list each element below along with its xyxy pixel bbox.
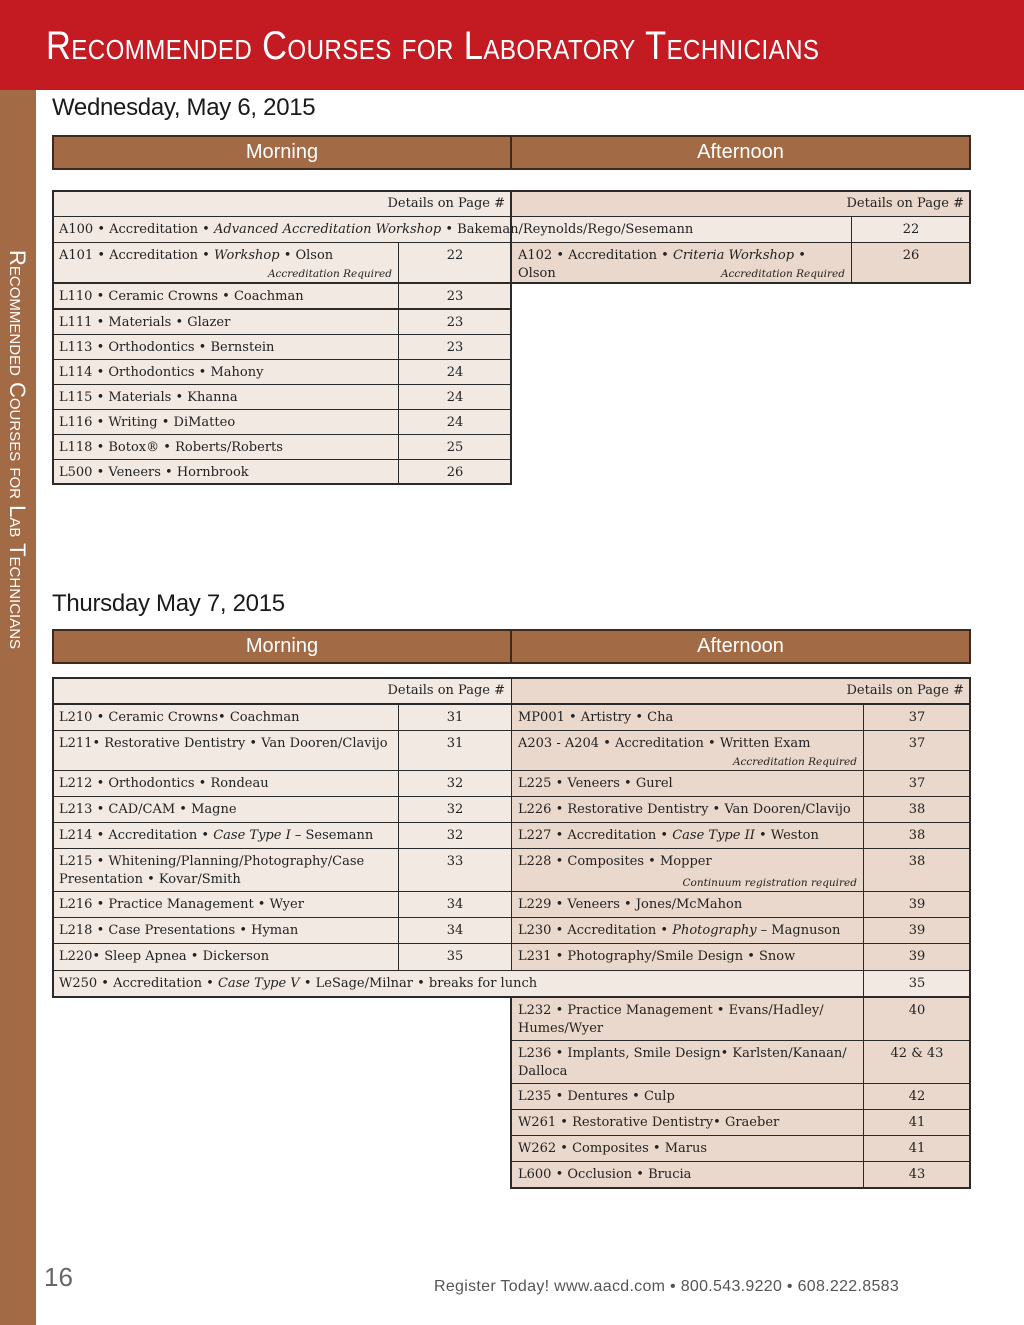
thu-afternoon-row: W261 • Restorative Dentistry• Graeber [511,1109,864,1136]
footer-contact: Register Today! www.aacd.com • 800.543.9220 • 608.222.8583 [434,1278,900,1295]
thu-afternoon-page: 38 [863,848,971,892]
thu-morning-row: L214 • Accreditation • Case Type I – Sesemann [52,822,399,849]
thu-afternoon-page: 38 [863,822,971,849]
thu-afternoon-page: 41 [863,1109,971,1136]
thu-afternoon-page: 41 [863,1135,971,1162]
wed-full-row: A100 • Accreditation • Advanced Accreditation Workshop • Bakeman/Reynolds/Rego/Sesemann [52,216,852,243]
wed-morning-row: L116 • Writing • DiMatteo [52,409,399,435]
sidebar [0,90,36,1325]
thu-full-row-page: 35 [863,970,971,998]
wed-morning-row: L115 • Materials • Khanna [52,384,399,410]
thu-afternoon-page: 40 [863,997,971,1041]
course-code: A100 [59,222,94,237]
thursday-title: Thursday May 7, 2015 [52,590,285,617]
wed-morning-page: 22 [398,242,512,283]
sidebar-title: Recommended Courses for Lab Technicians [5,250,30,650]
wed-morning-row: L111 • Materials • Glazer [52,309,399,335]
wed-morning-page: 24 [398,359,512,385]
thu-afternoon-row: MP001 • Artistry • Cha [511,704,864,731]
thu-afternoon-page: 37 [863,770,971,797]
thu-morning-row: L212 • Orthodontics • Rondeau [52,770,399,797]
thu-afternoon-page: 37 [863,704,971,731]
wed-morning-row: L110 • Ceramic Crowns • Coachman [52,283,399,309]
course-topic: Accreditation [109,222,199,237]
wed-afternoon-page: 26 [851,242,971,283]
wed-morning-page: 25 [398,434,512,460]
thu-morning-row: L216 • Practice Management • Wyer [52,891,399,918]
header-banner [0,0,1024,90]
wed-afternoon-row: A102 • Accreditation • Criteria Workshop • Olson Accreditation Required [511,242,852,283]
wed-morning-details-header: Details on Page # [52,190,512,217]
thu-afternoon-row: L225 • Veneers • Gurel [511,770,864,797]
page-title: Recommended Courses for Laboratory Technicians [46,24,820,68]
wed-full-row-page: 22 [851,216,971,243]
thu-afternoon-details-header: Details on Page # [511,677,971,704]
thu-afternoon-row: L228 • Composites • Mopper Continuum registration required [511,848,864,892]
thu-morning-page: 32 [398,770,512,797]
thu-afternoon-header: Afternoon [510,629,971,664]
thu-afternoon-page: 43 [863,1161,971,1189]
thu-morning-page: 35 [398,943,512,971]
course-title: Advanced Accreditation Workshop [213,222,442,237]
thu-afternoon-page: 38 [863,796,971,823]
wed-morning-page: 24 [398,384,512,410]
page-number: 16 [44,1262,73,1292]
thu-afternoon-row: L231 • Photography/Smile Design • Snow [511,943,864,971]
thu-morning-page: 32 [398,822,512,849]
thu-morning-row: L218 • Case Presentations • Hyman [52,917,399,944]
thu-morning-page: 31 [398,704,512,731]
thu-morning-details-header: Details on Page # [52,677,512,704]
thu-morning-page: 34 [398,917,512,944]
wed-morning-page: 23 [398,309,512,335]
thu-afternoon-page: 39 [863,917,971,944]
thu-afternoon-page: 42 [863,1083,971,1110]
thu-afternoon-page: 39 [863,943,971,971]
thu-morning-row: L213 • CAD/CAM • Magne [52,796,399,823]
wed-morning-row: A101 • Accreditation • Workshop • Olson Accreditation Required [52,242,399,283]
wed-morning-row: L118 • Botox® • Roberts/Roberts [52,434,399,460]
thu-morning-header: Morning [52,629,512,664]
thu-afternoon-page: 42 & 43 [863,1040,971,1084]
thu-morning-page: 33 [398,848,512,892]
wed-morning-row: L500 • Veneers • Hornbrook [52,459,399,485]
thu-afternoon-row: L600 • Occlusion • Brucia [511,1161,864,1189]
requirement-note: Accreditation Required [720,268,845,280]
wed-morning-page: 23 [398,283,512,309]
thu-afternoon-row: L226 • Restorative Dentistry • Van Dooren/Clavijo [511,796,864,823]
thu-afternoon-page: 39 [863,891,971,918]
thu-morning-row: L211• Restorative Dentistry • Van Dooren/Clavijo [52,730,399,771]
requirement-note: Continuum registration required [682,877,857,889]
wed-morning-row: L114 • Orthodontics • Mahony [52,359,399,385]
thu-full-row: W250 • Accreditation • Case Type V • LeSage/Milnar • breaks for lunch [52,970,864,998]
thu-afternoon-row: L227 • Accreditation • Case Type II • Weston [511,822,864,849]
wed-morning-header: Morning [52,135,512,170]
wednesday-title: Wednesday, May 6, 2015 [52,94,316,121]
thu-afternoon-row: W262 • Composites • Marus [511,1135,864,1162]
wed-morning-page: 26 [398,459,512,485]
thu-afternoon-row: L235 • Dentures • Culp [511,1083,864,1110]
course-speakers: Bakeman/Reynolds/Rego/Sesemann [457,222,694,237]
thu-afternoon-row: A203 - A204 • Accreditation • Written Exam Accreditation Required [511,730,864,771]
wed-afternoon-header: Afternoon [510,135,971,170]
thu-afternoon-page: 37 [863,730,971,771]
thu-afternoon-row: L230 • Accreditation • Photography – Magnuson [511,917,864,944]
thu-afternoon-row: L236 • Implants, Smile Design• Karlsten/Kanaan/ Dalloca [511,1040,864,1084]
wed-morning-page: 24 [398,409,512,435]
wed-morning-row: L113 • Orthodontics • Bernstein [52,334,399,360]
thu-morning-page: 34 [398,891,512,918]
thu-morning-row: L215 • Whitening/Planning/Photography/Case Presentation • Kovar/Smith [52,848,399,892]
thu-afternoon-row: L229 • Veneers • Jones/McMahon [511,891,864,918]
thu-morning-row: L220• Sleep Apnea • Dickerson [52,943,399,971]
requirement-note: Accreditation Required [267,268,392,280]
wed-afternoon-details-header: Details on Page # [511,190,971,217]
wed-morning-page: 23 [398,334,512,360]
thu-morning-row: L210 • Ceramic Crowns• Coachman [52,704,399,731]
requirement-note: Accreditation Required [732,756,857,768]
thu-afternoon-row: L232 • Practice Management • Evans/Hadley/ Humes/Wyer [511,997,864,1041]
thu-morning-page: 32 [398,796,512,823]
thu-morning-page: 31 [398,730,512,771]
